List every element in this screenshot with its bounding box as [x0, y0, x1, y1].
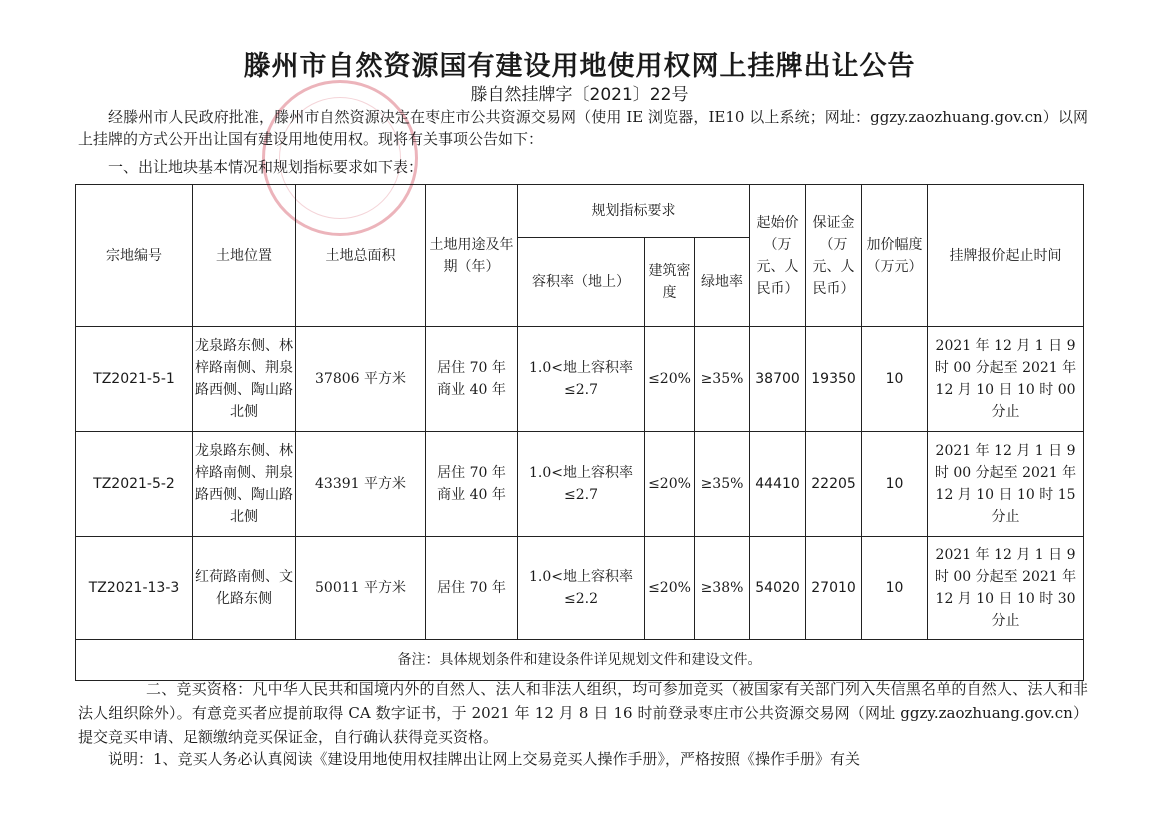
- document-number: 滕自然挂牌字〔2021〕22号: [470, 85, 689, 105]
- cell-increment: 10: [862, 327, 928, 432]
- cell-period: 2021 年 12 月 1 日 9 时 00 分起至 2021 年 12 月 10 日 10 时 15 分止: [928, 432, 1084, 537]
- cell-use-term: 居住 70 年 商业 40 年: [426, 327, 518, 432]
- cell-period: 2021 年 12 月 1 日 9 时 00 分起至 2021 年 12 月 10 日 10 时 30 分止: [928, 537, 1084, 640]
- cell-parcel-no: TZ2021-5-1: [76, 327, 193, 432]
- cell-far: 1.0<地上容积率≤2.2: [518, 537, 645, 640]
- cell-period: 2021 年 12 月 1 日 9 时 00 分起至 2021 年 12 月 10 日 10 时 00 分止: [928, 327, 1084, 432]
- cell-parcel-no: TZ2021-5-2: [76, 432, 193, 537]
- cell-density: ≤20%: [645, 432, 695, 537]
- cell-start-price: 54020: [750, 537, 806, 640]
- cell-deposit: 19350: [806, 327, 862, 432]
- cell-location: 龙泉路东侧、林梓路南侧、荆泉路西侧、陶山路北侧: [193, 432, 296, 537]
- cell-area: 50011 平方米: [296, 537, 426, 640]
- cell-start-price: 44410: [750, 432, 806, 537]
- cell-density: ≤20%: [645, 327, 695, 432]
- header-planning: 规划指标要求: [518, 185, 750, 238]
- header-density: 建筑密度: [645, 238, 695, 327]
- note-paragraph: 说明：1、竞买人务必认真阅读《建设用地使用权挂牌出让网上交易竞买人操作手册》，严格按照《操作手册》有关: [108, 750, 861, 768]
- cell-location: 红荷路南侧、文化路东侧: [193, 537, 296, 640]
- header-far: 容积率（地上）: [518, 238, 645, 327]
- cell-parcel-no: TZ2021-13-3: [76, 537, 193, 640]
- cell-use-term: 居住 70 年: [426, 537, 518, 640]
- table-row: [76, 327, 1084, 432]
- section1-heading: 一、出让地块基本情况和规划指标要求如下表：: [108, 158, 424, 176]
- cell-start-price: 38700: [750, 327, 806, 432]
- cell-density: ≤20%: [645, 537, 695, 640]
- cell-far: 1.0<地上容积率≤2.7: [518, 432, 645, 537]
- cell-increment: 10: [862, 432, 928, 537]
- header-start-price: 起始价（万元、人民币）: [750, 185, 806, 327]
- page-title: 滕州市自然资源国有建设用地使用权网上挂牌出让公告: [243, 51, 916, 82]
- header-location: 土地位置: [193, 185, 296, 327]
- header-period: 挂牌报价起止时间: [928, 185, 1084, 327]
- cell-increment: 10: [862, 537, 928, 640]
- header-use-term: 土地用途及年期（年）: [426, 185, 518, 327]
- cell-green: ≥35%: [695, 432, 750, 537]
- cell-green: ≥35%: [695, 327, 750, 432]
- header-increment: 加价幅度（万元）: [862, 185, 928, 327]
- cell-deposit: 22205: [806, 432, 862, 537]
- cell-location: 龙泉路东侧、林梓路南侧、荆泉路西侧、陶山路北侧: [193, 327, 296, 432]
- table-row: [76, 432, 1084, 537]
- cell-deposit: 27010: [806, 537, 862, 640]
- table-row: [76, 537, 1084, 640]
- table-remark: 备注：具体规划条件和建设条件详见规划文件和建设文件。: [76, 640, 1084, 681]
- cell-area: 37806 平方米: [296, 327, 426, 432]
- cell-use-term: 居住 70 年 商业 40 年: [426, 432, 518, 537]
- parcel-table: [75, 184, 1084, 681]
- header-deposit: 保证金（万元、人民币）: [806, 185, 862, 327]
- header-parcel-no: 宗地编号: [76, 185, 193, 327]
- header-area: 土地总面积: [296, 185, 426, 327]
- section2-paragraph: 二、竞买资格：凡中华人民共和国境内外的自然人、法人和非法人组织，均可参加竞买（被国家有关部门列入失信黑名单的自然人、法人和非法人组织除外）。有意竞买者应提前取得 CA 数字证书，于 2021 年 12 月 8 日 16 时前登录枣庄市公共资源交易网（网址 ggzy.zaozhuang.gov.cn）提交竞买申请、足额缴纳竞买保证金，自行确认获得竞买资格。: [78, 680, 1088, 746]
- header-green: 绿地率: [695, 238, 750, 327]
- cell-far: 1.0<地上容积率≤2.7: [518, 327, 645, 432]
- cell-area: 43391 平方米: [296, 432, 426, 537]
- intro-paragraph: 经滕州市人民政府批准，滕州市自然资源决定在枣庄市公共资源交易网（使用 IE 浏览器，IE10 以上系统；网址：ggzy.zaozhuang.gov.cn）以网上挂牌的方式公开出让国有建设用地使用权。现将有关事项公告如下：: [78, 108, 1088, 148]
- cell-green: ≥38%: [695, 537, 750, 640]
